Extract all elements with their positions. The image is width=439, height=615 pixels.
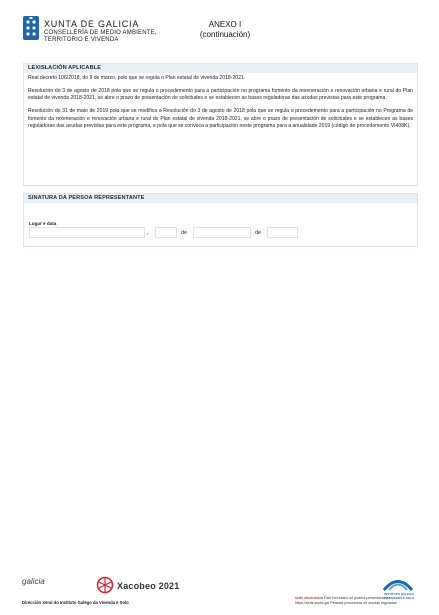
month-field[interactable] [193,227,251,238]
legislation-paragraph: Resolución do 31 de maio de 2019 pola que se modifica a Resolución do 3 de agosto de 2018 pola que se regula o procedemento para a participación no Programa de fomento da rexeneración e renovación urbana e rural do Plan estatal de vivenda 2018-2021, se abre o prazo de presentación de solicitudes e se establecen as bases reguladoras das axudas previstas para este programa, e pola que se convoca a participación neste programa para a anualidade 2019 (código de procedemento VI408K). [28,108,413,130]
igvs-line-2: DA VIVENDA E SOLO [383,595,415,600]
xacobeo-shell-icon [96,576,114,594]
place-field[interactable] [29,227,145,238]
legislation-section [23,63,418,186]
legislation-paragraph: Real decreto 106/2018, do 9 de marzo, polo que se regula o Plan estatal de vivenda 2018-2021. [28,75,246,81]
annex-title: ANEXO I [208,20,242,29]
signature-title: SINATURA DA PERSOA REPRESENTANTE [24,194,417,203]
igvs-line-1: INSTITUTO GALEGO [384,592,414,596]
comma-separator: , [147,230,149,236]
galicia-logo: galicia [22,577,45,586]
sede-label: sede electrónica [295,596,324,600]
igvs-logo-icon [381,575,415,593]
xunta-crest-icon [21,14,41,44]
annex-heading [180,20,270,40]
legislation-title: LEXISLACIÓN APLICABLE [24,64,417,73]
de-separator-2: de [255,230,261,236]
dept-line-1: CONSELLERÍA DE MEDIO AMBIENTE, [44,30,157,36]
legislation-paragraph: Resolución do 3 de agosto de 2018 pola que se regula o procedemento para a participación no programa fomento da rexeneración e renovación urbana e rural do Plan estatal de vivenda 2018-2021, se abre o prazo de presentación de solicitudes e se establecen as bases reguladoras das axudas previstas para este programa. [28,88,413,102]
footer-direction: Dirección Xeral do Instituto Galego da Vivenda e Solo [22,600,129,605]
organization-block [44,19,157,44]
day-field[interactable] [155,227,177,238]
sede-line-2[interactable]: https://sede.xunta.gal [295,600,330,605]
xacobeo-logo: Xacobeo 2021 [117,581,180,591]
year-field[interactable] [267,227,298,238]
de-separator-1: de [181,230,187,236]
igvs-label [381,593,417,600]
sede-line-3: Persoas provedoras de axudas reguladas [330,600,397,605]
legislation-text [24,73,417,131]
annex-continuation: (continuación) [199,30,251,39]
place-date-label: Lugar e data [29,221,57,226]
org-name: XUNTA DE GALICIA [44,19,140,29]
dept-line-2: TERRITORIO E VIVENDA [44,37,119,44]
signature-section [23,193,418,247]
sede-line-1: Este formulario só poderá presentarse na [324,596,391,600]
